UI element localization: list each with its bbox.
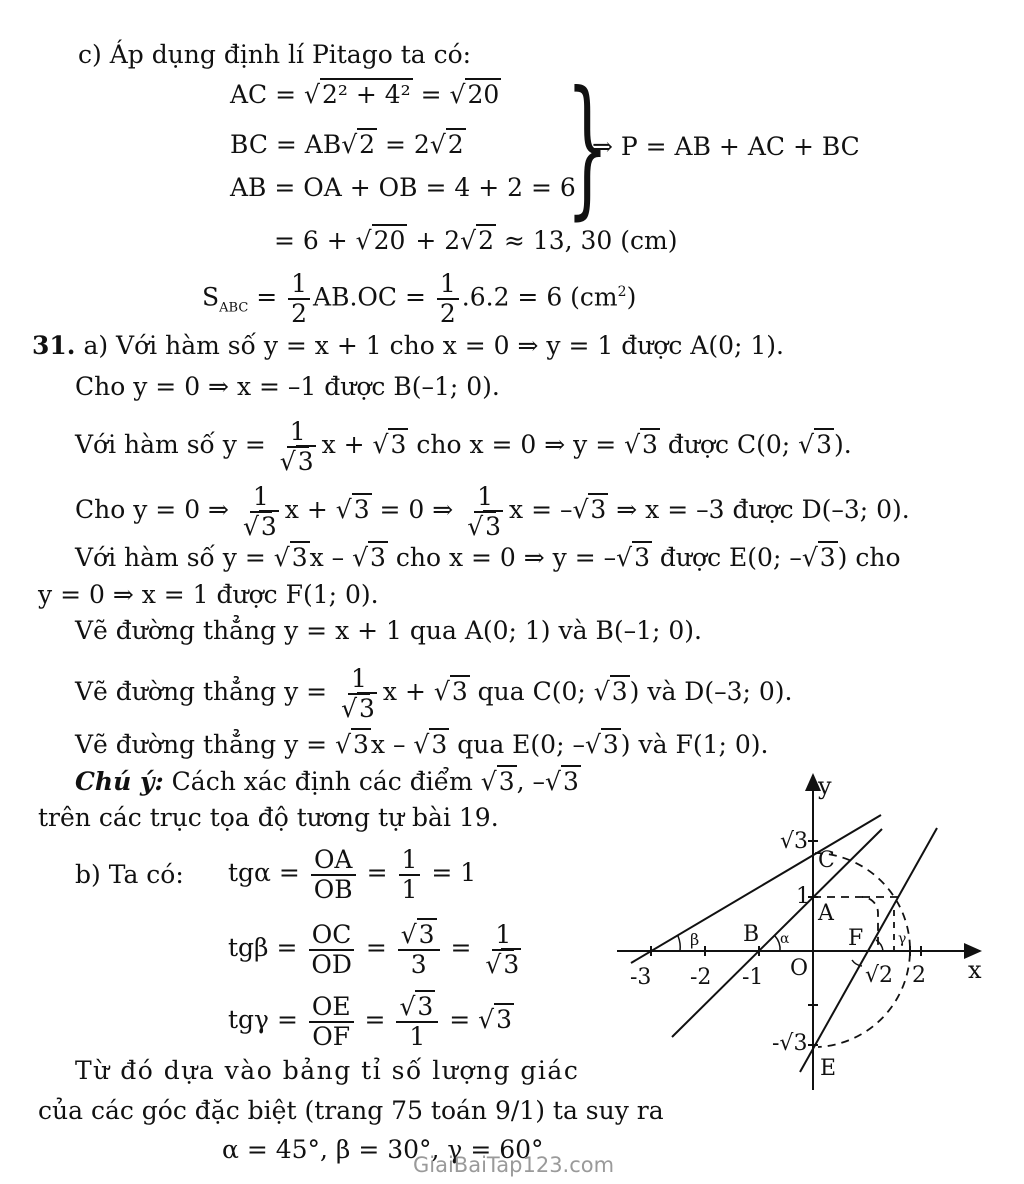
draw-line-1: Vẽ đường thẳng y = x + 1 qua A(0; 1) và B(–1; 0). (75, 616, 702, 645)
sqrt-20b: √20 (355, 226, 406, 255)
svg-text:-3: -3 (630, 965, 652, 990)
point-e-label: E (820, 1056, 837, 1081)
svg-text:-1: -1 (742, 965, 764, 990)
svg-text:-2: -2 (690, 965, 712, 990)
fraction-one-over-sqrt3: $\frac{1}{√3}$ (242, 481, 277, 541)
eq-ac: AC = √2² + 4² = √20 (230, 80, 500, 109)
fraction-one-over-sqrt3: $\frac{1}{√3}$ (485, 919, 520, 979)
draw-line-2: Vẽ đường thẳng y = $\frac{1}{√3}$ x + √3 qua C(0; √3) và D(–3; 0). (75, 663, 793, 723)
point-f-label: F (848, 926, 864, 951)
svg-text:√3: √3 (780, 829, 809, 854)
svg-text:2: 2 (912, 963, 926, 988)
angle-results: α = 45°, β = 30°, γ = 60° (222, 1135, 544, 1164)
problem-31-line3: Với hàm số y = $\frac{1}{√3}$ x + √3 cho x = 0 ⇒ y = √3 được C(0; √3). (75, 416, 852, 476)
watermark: GiaiBaiTap123.com (413, 1153, 615, 1177)
area-formula: $S_{ABC}$ = $\frac{1}{2}$ AB.OC = $\frac{1}{2}$ .6.2 = 6 $(cm^2)$ (202, 268, 637, 328)
fraction-one-over-sqrt3: $\frac{1}{√3}$ (279, 416, 314, 476)
problem-31-line4: Cho y = 0 ⇒ $\frac{1}{√3}$ x + √3 = 0 ⇒ $\frac{1}{√3}$ x = –√3 ⇒ x = –3 được D(–3; 0). (75, 481, 910, 541)
tg-beta-eq: tgβ = $\frac{OC}{OD}$ = $\frac{√3}{3}$ = $\frac{1}{√3}$ (228, 918, 527, 979)
fraction-1-1: $\frac{1}{1}$ (399, 846, 421, 904)
conclusion-line-2: của các góc đặc biệt (trang 75 toán 9/1) ta suy ra (38, 1096, 664, 1125)
problem-31-line6: y = 0 ⇒ x = 1 được F(1; 0). (38, 580, 379, 609)
fraction-one-over-sqrt3: $\frac{1}{√3}$ (341, 663, 375, 723)
svg-text:-√3: -√3 (772, 1031, 808, 1056)
note-label: Chú ý: (75, 767, 164, 796)
eq-ab: AB = OA + OB = 4 + 2 = 6 (230, 173, 576, 202)
part-c-heading: c) Áp dụng định lí Pitago ta có: (78, 40, 472, 69)
perimeter-formula: ⇒ P = AB + AC + BC (592, 132, 860, 161)
angle-alpha-label: α (780, 931, 790, 947)
tg-gamma-eq: tgγ = $\frac{OE}{OF}$ = $\frac{√3}{1}$ = √3 (228, 991, 512, 1051)
x-axis-label: x (968, 956, 982, 984)
fraction-one-over-sqrt3: $\frac{1}{√3}$ (467, 481, 502, 541)
y-axis-label: y (818, 772, 832, 800)
fraction-sqrt3-3: $\frac{√3}{3}$ (398, 921, 440, 979)
note-line-1: Chú ý: Cách xác định các điểm √3, –√3 (75, 767, 579, 796)
svg-text:1: 1 (796, 884, 810, 909)
fraction-sqrt3-1: $\frac{√3}{1}$ (396, 993, 438, 1051)
part-b-label: b) Ta có: (75, 860, 184, 889)
point-a-label: A (818, 901, 834, 926)
perimeter-result: = 6 + √20 + 2√2 ≈ 13, 30 (cm) (274, 226, 678, 255)
problem-number: 31. (32, 331, 76, 360)
problem-31-line5: Với hàm số y = √3x – √3 cho x = 0 ⇒ y = –√3 được E(0; –√3) cho (75, 543, 901, 572)
origin-label: O (790, 956, 809, 981)
fraction-oc-od: $\frac{OC}{OD}$ (308, 921, 355, 979)
point-c-label: C (818, 848, 835, 873)
sqrt-20: √20 (449, 80, 500, 109)
curly-brace: } (566, 60, 609, 234)
sqrt-2b: √2 (429, 130, 464, 159)
coordinate-graph (600, 760, 1024, 1100)
problem-31-line2: Cho y = 0 ⇒ x = –1 được B(–1; 0). (75, 372, 500, 401)
note-line-2: trên các trục tọa độ tương tự bài 19. (38, 803, 499, 832)
sqrt-2: √2 (341, 130, 376, 159)
angle-gamma-label: γ (898, 931, 907, 947)
point-b-label: B (743, 922, 760, 947)
svg-text:√2: √2 (865, 963, 894, 988)
angle-beta-label: β (690, 930, 700, 949)
fraction-half-2: $\frac{1}{2}$ (437, 270, 459, 328)
sqrt-2c: √2 (460, 226, 494, 255)
fraction-half: $\frac{1}{2}$ (288, 270, 310, 328)
eq-bc: BC = AB√2 = 2√2 (230, 130, 464, 159)
problem-31-line1: 31. a) Với hàm số y = x + 1 cho x = 0 ⇒ y = 1 được A(0; 1). (32, 331, 784, 360)
fraction-oa-ob: $\frac{OA}{OB}$ (311, 846, 356, 904)
conclusion-line-1: Từ đó dựa vào bảng tỉ số lượng giác (75, 1056, 580, 1085)
sqrt-sum: √2² + 4² (304, 80, 411, 109)
fraction-oe-of: $\frac{OE}{OF}$ (309, 993, 354, 1051)
tg-alpha-eq: tgα = $\frac{OA}{OB}$ = $\frac{1}{1}$ = 1 (228, 844, 477, 904)
draw-line-3: Vẽ đường thẳng y = √3x – √3 qua E(0; –√3) và F(1; 0). (75, 730, 769, 759)
